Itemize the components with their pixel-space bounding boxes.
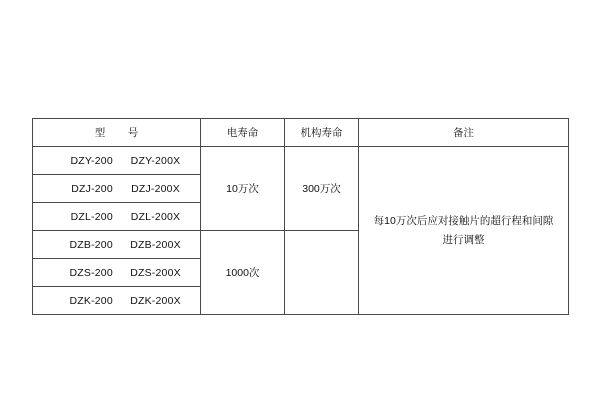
model-cell — [33, 203, 201, 231]
column-header-mechanical-life: 机构寿命 — [285, 119, 359, 147]
model-cell — [33, 147, 201, 175]
remark-line-2: 进行调整 — [442, 233, 485, 246]
mechanical-life-group-1: 300万次 — [285, 147, 359, 231]
column-header-remark: 备注 — [359, 119, 569, 147]
model-name-primary: DZJ-200 — [71, 182, 113, 195]
table-header-row — [33, 119, 569, 147]
model-name-primary: DZK-200 — [69, 294, 113, 307]
model-name-primary: DZL-200 — [70, 210, 113, 223]
model-name-primary: DZY-200 — [70, 154, 113, 167]
model-cell — [33, 175, 201, 203]
model-name-primary: DZS-200 — [69, 266, 113, 279]
model-name-variant: DZS-200X — [130, 266, 181, 279]
model-name-variant: DZY-200X — [130, 154, 181, 167]
electrical-life-group-1: 10万次 — [201, 147, 285, 231]
spec-table-container — [32, 118, 568, 315]
column-header-model: 型 号 — [33, 119, 201, 147]
column-header-electrical-life: 电寿命 — [201, 119, 285, 147]
electrical-life-group-2: 1000次 — [201, 231, 285, 315]
model-name-primary: DZB-200 — [69, 238, 113, 251]
model-name-variant: DZJ-200X — [131, 182, 180, 195]
model-name-variant: DZB-200X — [130, 238, 181, 251]
model-name-variant: DZL-200X — [130, 210, 181, 223]
remark-cell — [359, 147, 569, 315]
mechanical-life-group-2 — [285, 231, 359, 315]
remark-line-1: 每10万次后应对接触片的超行程和间隙 — [373, 215, 554, 228]
model-cell — [33, 231, 201, 259]
model-cell — [33, 259, 201, 287]
model-name-variant: DZK-200X — [130, 294, 181, 307]
table-row — [33, 147, 569, 175]
spec-table — [32, 118, 569, 315]
model-cell — [33, 287, 201, 315]
